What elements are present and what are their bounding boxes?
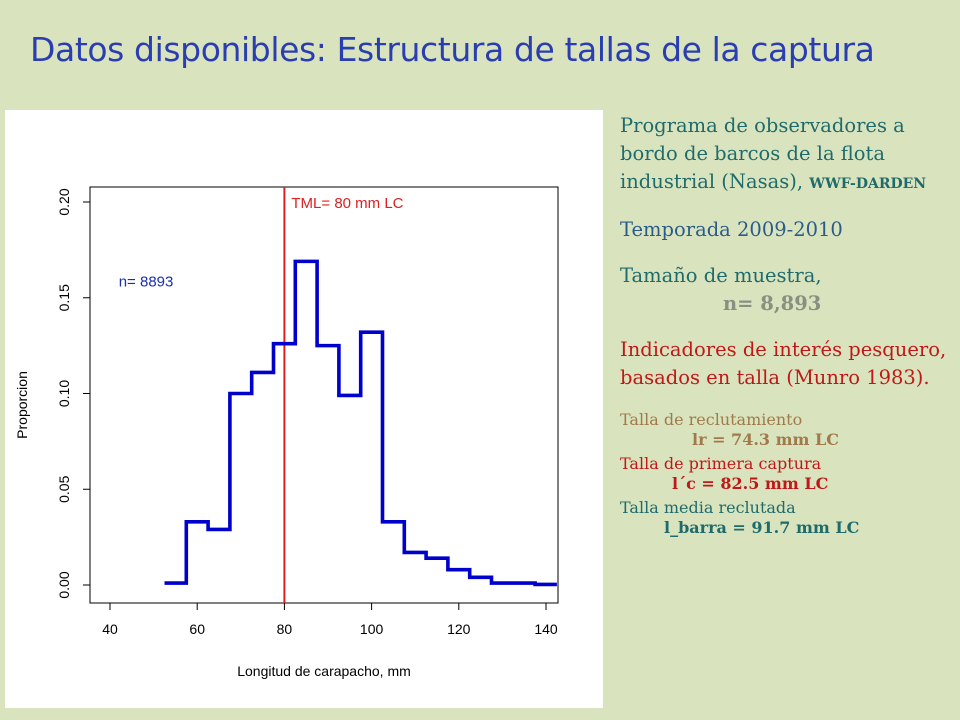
page-title: Datos disponibles: Estructura de tallas de la captura (30, 30, 875, 69)
x-tick-label: 80 (276, 621, 293, 637)
x-tick-label: 40 (102, 621, 118, 637)
histogram-chart (5, 110, 603, 708)
season: Temporada 2009-2010 (620, 218, 843, 241)
tml-label: TML= 80 mm LC (291, 195, 404, 212)
histogram-series-line (165, 261, 557, 584)
x-axis-label: Longitud de carapacho, mm (237, 663, 411, 679)
sample-size-label: Tamaño de muestra, (620, 264, 822, 287)
x-tick-label: 60 (189, 621, 205, 637)
mean-recruited-length-value: l_barra = 91.7 mm LC (664, 518, 860, 537)
y-tick-label: 0.20 (56, 188, 72, 216)
y-tick-label: 0.00 (56, 571, 72, 599)
x-tick-label: 100 (359, 621, 384, 637)
x-axis (102, 603, 558, 637)
first-capture-length-label: Talla de primera captura (620, 454, 822, 473)
x-tick-label: 120 (447, 621, 471, 637)
chart-panel (5, 110, 603, 708)
indicators-text: Indicadores de interés pesquero, basados en talla (Munro 1983). (620, 338, 947, 389)
first-capture-length-value: l´c = 82.5 mm LC (672, 474, 829, 493)
sample-size-annotation: n= 8893 (118, 273, 174, 291)
program-org: WWF-DARDEN (809, 176, 927, 192)
y-tick-label: 0.15 (56, 284, 72, 312)
plot-frame (90, 187, 558, 603)
sample-size-value: n= 8,893 (723, 292, 822, 315)
y-tick-label: 0.10 (56, 379, 72, 408)
sample-size (620, 262, 952, 318)
y-tick-label: 0.05 (56, 475, 72, 503)
mean-recruited-length-label: Talla media reclutada (620, 498, 796, 517)
program-description (620, 112, 952, 198)
info-panel (620, 112, 952, 542)
recruitment-length-label: Talla de reclutamiento (620, 410, 803, 429)
y-axis (56, 188, 90, 598)
program-text: Programa de observadores a bordo de barcos de la flota industrial (Nasas), (620, 114, 905, 193)
y-axis-label: Proporcion (14, 371, 30, 439)
x-tick-label: 140 (534, 621, 558, 637)
recruitment-length-value: lr = 74.3 mm LC (692, 430, 840, 449)
